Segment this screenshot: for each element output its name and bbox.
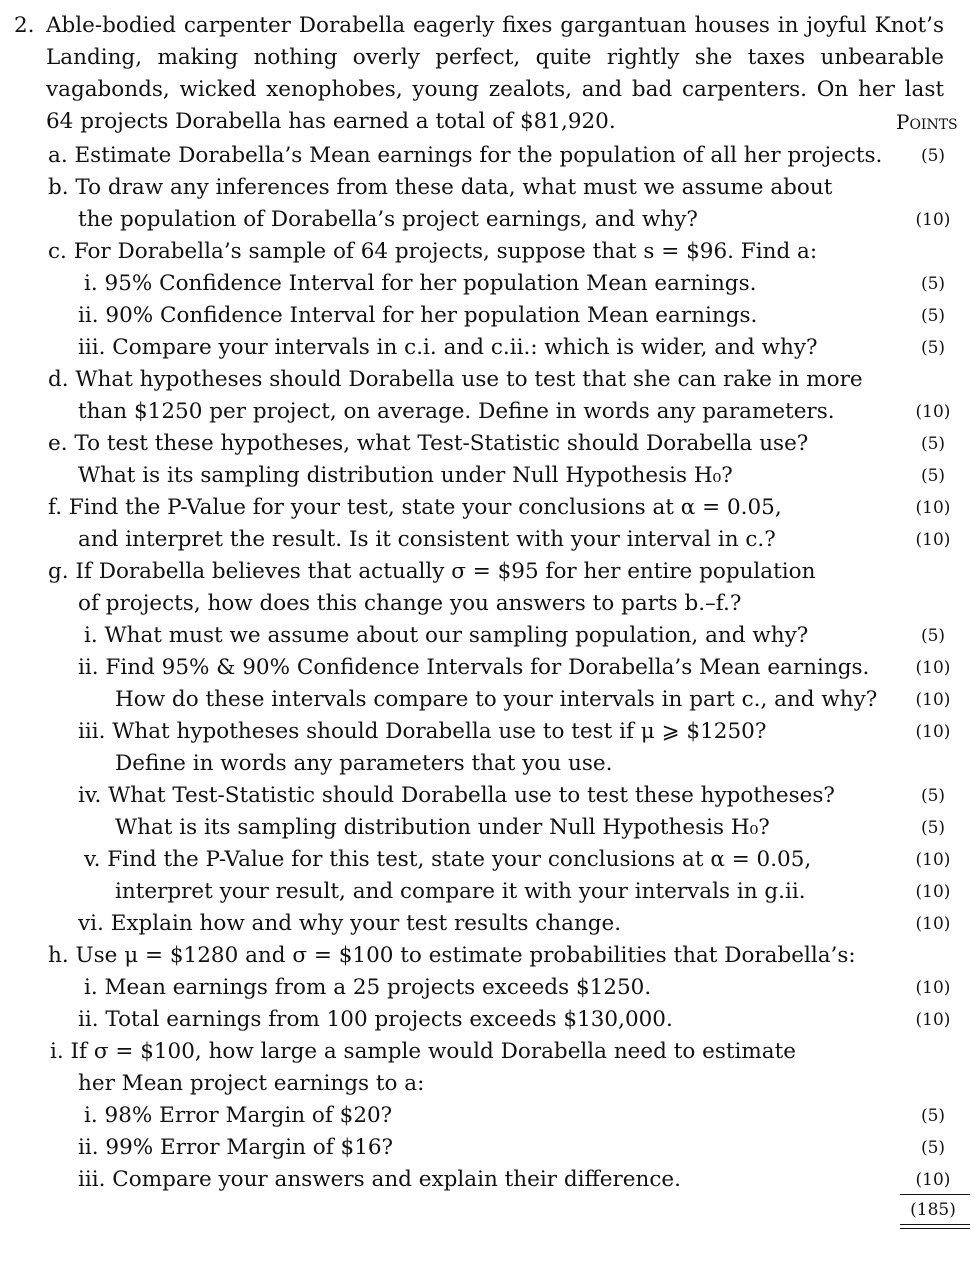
question-line — [0, 972, 974, 1004]
question-c-ii: ii. 90% Confidence Interval for her population Mean earnings. — [78, 303, 758, 328]
question-e: e. To test these hypotheses, what Test-Statistic should Dorabella use? — [48, 431, 809, 456]
points-value: (10) — [915, 658, 951, 678]
question-i-i: i. 98% Error Margin of $20? — [84, 1103, 393, 1128]
points-value: (10) — [915, 1010, 951, 1030]
points-value: (5) — [920, 818, 946, 838]
question-line — [0, 364, 974, 396]
question-g-cont: of projects, how does this change you answers to parts b.–f.? — [78, 591, 742, 616]
question-line — [0, 236, 974, 268]
question-i-cont: her Mean project earnings to a: — [78, 1071, 425, 1096]
points-value: (5) — [920, 146, 946, 166]
question-g: g. If Dorabella believes that actually σ = $95 for her entire population — [48, 559, 816, 584]
total-points: (185) — [910, 1200, 956, 1220]
question-line — [0, 1004, 974, 1036]
question-g-iii-cont: Define in words any parameters that you use. — [115, 751, 613, 776]
question-g-ii-cont: How do these intervals compare to your intervals in part c., and why? — [115, 687, 878, 712]
points-header: Points — [896, 110, 958, 134]
question-line — [0, 268, 974, 300]
intro-text: Able-bodied carpenter Dorabella eagerly fixes gargantuan houses in joyful Knot’s — [46, 13, 944, 38]
points-value: (10) — [915, 1170, 951, 1190]
points-value: (5) — [920, 306, 946, 326]
question-e-cont: What is its sampling distribution under Null Hypothesis H₀? — [78, 463, 733, 488]
question-line — [0, 1036, 974, 1068]
question-f-cont: and interpret the result. Is it consistent with your interval in c.? — [78, 527, 776, 552]
points-value: (5) — [920, 434, 946, 454]
problem-number: 2. — [14, 13, 35, 38]
question-line — [0, 652, 974, 684]
question-line — [0, 716, 974, 748]
question-h-ii: ii. Total earnings from 100 projects exceeds $130,000. — [78, 1007, 673, 1032]
question-line — [0, 428, 974, 460]
question-line — [0, 460, 974, 492]
question-line — [0, 748, 974, 780]
points-value: (10) — [915, 722, 951, 742]
question-h: h. Use μ = $1280 and σ = $100 to estimate probabilities that Dorabella’s: — [48, 943, 856, 968]
points-value: (5) — [920, 466, 946, 486]
question-c-iii: iii. Compare your intervals in c.i. and c.ii.: which is wider, and why? — [78, 335, 818, 360]
question-a: a. Estimate Dorabella’s Mean earnings for the population of all her projects. — [48, 143, 883, 168]
points-value: (10) — [915, 498, 951, 518]
intro-text: 64 projects Dorabella has earned a total of $81,920. — [46, 109, 616, 134]
total-line — [0, 1194, 974, 1226]
question-i-iii: iii. Compare your answers and explain their difference. — [78, 1167, 681, 1192]
question-b-cont: the population of Dorabella’s project earnings, and why? — [78, 207, 698, 232]
points-value: (5) — [920, 786, 946, 806]
question-line — [0, 492, 974, 524]
question-g-iv: iv. What Test-Statistic should Dorabella use to test these hypotheses? — [78, 783, 835, 808]
question-line — [0, 684, 974, 716]
question-line — [0, 332, 974, 364]
question-g-ii: ii. Find 95% & 90% Confidence Intervals for Dorabella’s Mean earnings. — [78, 655, 870, 680]
question-i: i. If σ = $100, how large a sample would Dorabella need to estimate — [50, 1039, 796, 1064]
question-d: d. What hypotheses should Dorabella use to test that she can rake in more — [48, 367, 863, 392]
points-value: (10) — [915, 978, 951, 998]
question-b: b. To draw any inferences from these data, what must we assume about — [48, 175, 833, 200]
question-c-i: i. 95% Confidence Interval for her population Mean earnings. — [84, 271, 757, 296]
points-value: (10) — [915, 210, 951, 230]
points-value: (5) — [920, 626, 946, 646]
points-value: (10) — [915, 530, 951, 550]
question-line — [0, 1132, 974, 1164]
question-line — [0, 1100, 974, 1132]
points-value: (10) — [915, 690, 951, 710]
points-value: (10) — [915, 882, 951, 902]
question-line — [0, 396, 974, 428]
question-g-vi: vi. Explain how and why your test results change. — [78, 911, 622, 936]
question-line — [0, 620, 974, 652]
points-value: (10) — [915, 914, 951, 934]
intro-line — [0, 42, 974, 74]
question-line — [0, 780, 974, 812]
question-line — [0, 204, 974, 236]
question-line — [0, 1068, 974, 1100]
points-value: (5) — [920, 1138, 946, 1158]
question-line — [0, 940, 974, 972]
question-g-iii: iii. What hypotheses should Dorabella use to test if μ ⩾ $1250? — [78, 719, 767, 744]
question-line — [0, 844, 974, 876]
intro-text: vagabonds, wicked xenophobes, young zealots, and bad carpenters. On her last — [46, 77, 944, 102]
question-line — [0, 812, 974, 844]
question-line — [0, 524, 974, 556]
question-d-cont: than $1250 per project, on average. Define in words any parameters. — [78, 399, 835, 424]
points-value: (10) — [915, 850, 951, 870]
points-value: (5) — [920, 1106, 946, 1126]
question-line — [0, 556, 974, 588]
question-line — [0, 588, 974, 620]
question-line — [0, 876, 974, 908]
points-value: (10) — [915, 402, 951, 422]
points-value: (5) — [920, 338, 946, 358]
question-line — [0, 172, 974, 204]
question-line — [0, 1164, 974, 1196]
question-f: f. Find the P-Value for your test, state your conclusions at α = 0.05, — [48, 495, 782, 520]
question-h-i: i. Mean earnings from a 25 projects exceeds $1250. — [84, 975, 652, 1000]
question-line — [0, 908, 974, 940]
question-g-v-cont: interpret your result, and compare it with your intervals in g.ii. — [115, 879, 806, 904]
question-line — [0, 140, 974, 172]
question-g-i: i. What must we assume about our sampling population, and why? — [84, 623, 809, 648]
question-line — [0, 300, 974, 332]
intro-line — [0, 106, 974, 138]
total-double-rule — [900, 1224, 970, 1229]
question-c: c. For Dorabella’s sample of 64 projects, suppose that s = $96. Find a: — [48, 239, 818, 264]
question-i-ii: ii. 99% Error Margin of $16? — [78, 1135, 394, 1160]
question-g-iv-cont: What is its sampling distribution under Null Hypothesis H₀? — [115, 815, 770, 840]
intro-line — [0, 74, 974, 106]
question-g-v: v. Find the P-Value for this test, state your conclusions at α = 0.05, — [84, 847, 812, 872]
points-value: (5) — [920, 274, 946, 294]
intro-line — [0, 10, 974, 42]
intro-text: Landing, making nothing overly perfect, quite rightly she taxes unbearable — [46, 45, 944, 70]
